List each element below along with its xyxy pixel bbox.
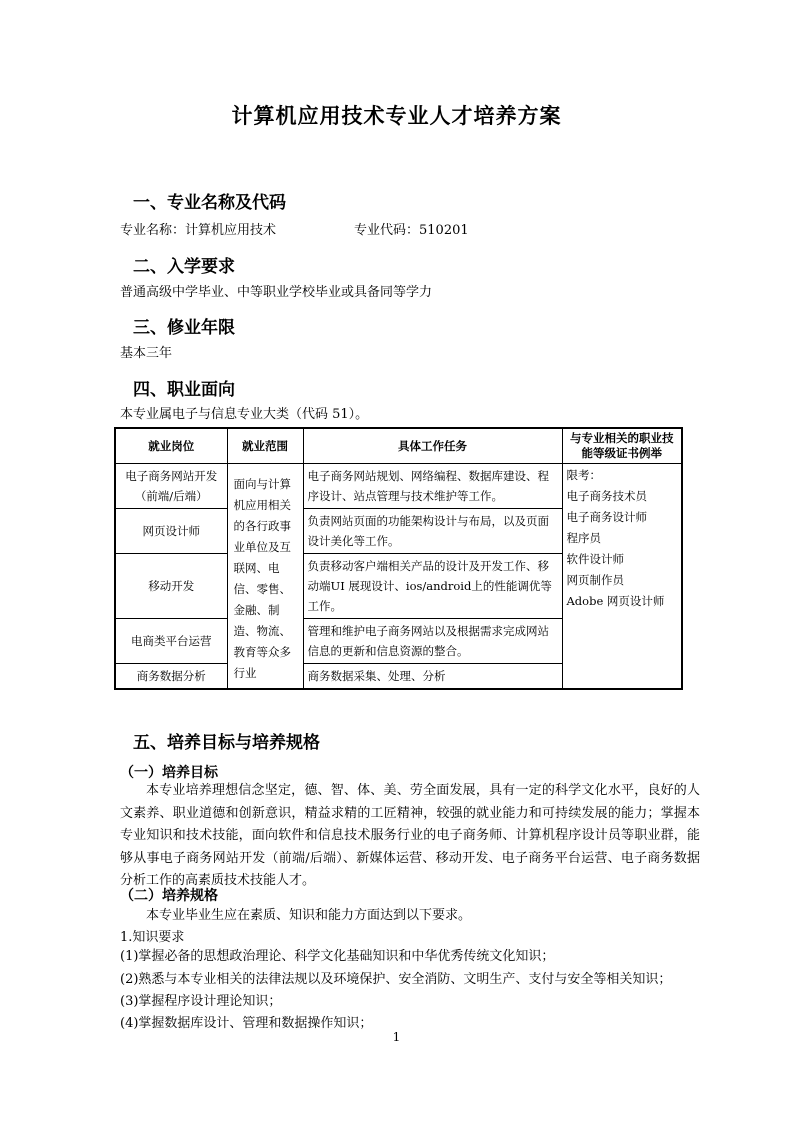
career-intro: 本专业属电子与信息专业大类（代码 51）。 [120, 407, 369, 422]
cert-item: 电子商务设计师 [566, 510, 647, 524]
training-goal-text: 本专业培养理想信念坚定，德、智、体、美、劳全面发展，具有一定的科学文化水平，良好的人文素养、职业道德和创新意识，精益求精的工匠精神，较强的就业能力和可持续发展的能力；掌握本专业知识和技术技能，面向软件和信息技术服务行业的电子商务师、计算机程序设计员等职业群，能够从事电子商务网站开发（前端/后端）、新媒体运营、移动开发、电子商务平台运营、电子商务数据分析工作的高素质技术技能人才。 [120, 783, 700, 888]
header-scope: 就业范围 [227, 428, 303, 464]
section-3-heading: 三、修业年限 [133, 318, 235, 338]
career-table [114, 427, 683, 690]
training-spec-heading: （二）培养规格 [120, 888, 218, 904]
task-cell: 商务数据采集、处理、分析 [303, 664, 562, 690]
position-cell: 电子商务网站开发（前端/后端） [115, 464, 227, 509]
admission-requirement: 普通高级中学毕业、中等职业学校毕业或具备同等学力 [120, 285, 433, 300]
scope-cell: 面向与计算机应用相关的各行政事业单位及互联网、电信、零售、金融、制造、物流、教育等众多行业 [227, 464, 303, 690]
task-cell: 负责网站页面的功能架构设计与布局，以及页面设计美化等工作。 [303, 509, 562, 554]
task-cell: 管理和维护电子商务网站以及根据需求完成网站信息的更新和信息资源的整合。 [303, 619, 562, 664]
knowledge-item: (3)掌握程序设计理论知识； [120, 994, 282, 1009]
section-2-heading: 二、入学要求 [133, 257, 235, 277]
study-duration: 基本三年 [120, 346, 173, 361]
knowledge-item: (1)掌握必备的思想政治理论、科学文化基础知识和中华优秀传统文化知识； [120, 949, 555, 964]
page-number: 1 [392, 1030, 401, 1044]
knowledge-heading: 1.知识要求 [120, 930, 185, 945]
major-name: 专业名称：计算机应用技术 [120, 223, 277, 238]
position-cell: 移动开发 [115, 554, 227, 619]
section-4-heading: 四、职业面向 [133, 380, 235, 400]
cert-item: Adobe 网页设计师 [566, 594, 665, 608]
cert-item: 限考： [566, 468, 601, 482]
training-spec-intro-text: 本专业毕业生应在素质、知识和能力方面达到以下要求。 [146, 908, 472, 923]
header-position: 就业岗位 [115, 428, 227, 464]
task-cell: 负责移动客户端相关产品的设计及开发工作、移动端UI 展现设计、ios/android上的性能调优等工作。 [303, 554, 562, 619]
section-5-heading: 五、培养目标与培养规格 [133, 733, 320, 753]
position-cell: 电商类平台运营 [115, 619, 227, 664]
document-title: 计算机应用技术专业人才培养方案 [231, 104, 562, 128]
training-spec-intro [120, 906, 471, 925]
header-certs: 与专业相关的职业技能等级证书例举 [562, 428, 682, 464]
position-cell: 网页设计师 [115, 509, 227, 554]
task-cell: 电子商务网站规划、网络编程、数据库建设、程序设计、站点管理与技术维护等工作。 [303, 464, 562, 509]
cert-item: 网页制作员 [566, 573, 624, 587]
table-row [115, 464, 682, 509]
knowledge-item: (2)熟悉与本专业相关的法律法规以及环境保护、安全消防、文明生产、支付与安全等相关知识； [120, 972, 672, 987]
cert-item: 程序员 [566, 531, 601, 545]
header-task: 具体工作任务 [303, 428, 562, 464]
section-1-heading: 一、专业名称及代码 [133, 193, 286, 213]
knowledge-item: (4)掌握数据库设计、管理和数据操作知识； [120, 1016, 373, 1031]
training-goal-heading: （一）培养目标 [120, 765, 218, 781]
cert-item: 软件设计师 [566, 552, 624, 566]
major-code: 专业代码：510201 [354, 223, 469, 238]
position-cell: 商务数据分析 [115, 664, 227, 690]
table-header-row [115, 428, 682, 464]
certs-cell [562, 464, 682, 690]
cert-item: 电子商务技术员 [566, 489, 647, 503]
